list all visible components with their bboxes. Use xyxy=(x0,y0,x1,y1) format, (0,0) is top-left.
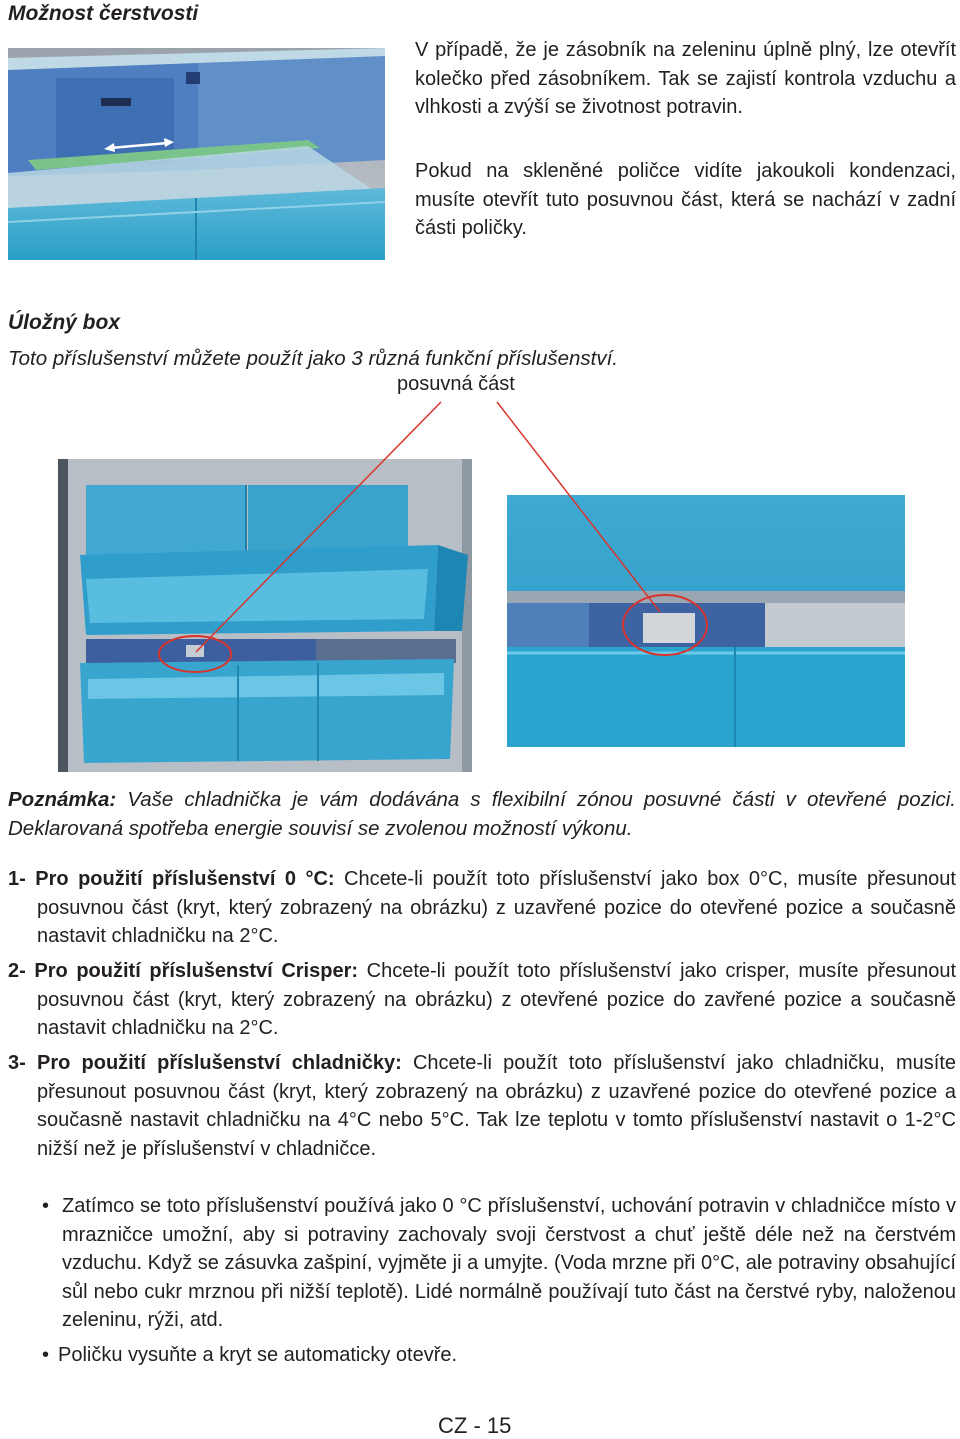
list-item xyxy=(8,957,956,1043)
item-text: Chcete-li použít toto příslušenství jako box 0°C, musíte přesunout posuvnou část (kryt, který zobrazený na obrázku) z uzavřené pozice do otevřené pozice a současně nastavit chladničku na 2°C. xyxy=(37,868,956,947)
bullet-text: Zatímco se toto příslušenství používá jako 0 °C příslušenství, uchování potravin v chladničce místo v mrazničce umožní, aby si potraviny zachovaly svoji čerstvost a chuť ještě déle než na čerstvém vzduchu. Když se zásuvka zašpiní, vyjměte ji a umyjte. (Voda mrzne při 0°C, ale potraviny obsahující sůl nebo cukr mrznou při nižší teplotě). Lidé normálně používají tuto část na čerstvé ryby, naloženou zeleninu, rýži, atd. xyxy=(62,1195,956,1331)
note-paragraph xyxy=(8,786,956,843)
note-text: Vaše chladnička je vám dodávána s flexibilní zónou posuvné části v otevřené pozici. Deklarovaná spotřeba energie souvisí se zvolenou možností výkonu. xyxy=(8,788,956,840)
list-item xyxy=(8,865,956,951)
item-title: 2- Pro použití příslušenství Crisper: xyxy=(8,960,359,982)
item-text: Chcete-li použít toto příslušenství jako crisper, musíte přesunout posuvnou část (kryt, který zobrazený na obrázku) z otevřené pozice do zavřené pozice a současně nastavit chladničku na 2°C. xyxy=(37,960,956,1039)
page-number: CZ - 15 xyxy=(438,1413,512,1438)
item-text: Chcete-li použít toto příslušenství jako chladničku, musíte přesunout posuvnou část (kryt, který zobrazený na obrázku) z uzavřené pozice do otevřené pozice a současně nastavit chladničku na 4°C nebo 5°C. Tak lze teplotu v tomto příslušenství nastavit o 1-2°C nižší než je příslušenství v chladničce. xyxy=(37,1052,956,1160)
freshness-paragraph-2: Pokud na skleněné poličce vidíte jakoukoli kondenzaci, musíte otevřít tuto posuvnou část, která se nachází v zadní části poličky. xyxy=(415,160,956,239)
storage-box-intro: Toto příslušenství můžete použít jako 3 různá funkční příslušenství. xyxy=(8,347,618,370)
freshness-paragraph-1: V případě, že je zásobník na zeleninu úplně plný, lze otevřít kolečko před zásobníkem. Tak se zajistí kontrola vzduchu a vlhkosti a zvýší se životnost potravin. xyxy=(415,39,956,118)
item-title: 1- Pro použití příslušenství 0 °C: xyxy=(8,868,335,890)
sliding-part-label: posuvná část xyxy=(397,373,515,395)
section-heading-storage-box: Úložný box xyxy=(8,311,121,334)
section-heading-freshness: Možnost čerstvosti xyxy=(8,2,199,25)
bullet-item xyxy=(42,1192,956,1335)
list-item xyxy=(8,1049,956,1163)
bullet-item xyxy=(42,1341,956,1370)
bullet-glyph: • xyxy=(42,1344,50,1366)
item-title: 3- Pro použití příslušenství chladničky: xyxy=(8,1052,402,1074)
note-label: Poznámka: xyxy=(8,788,117,811)
bullet-glyph: • xyxy=(42,1195,50,1217)
bullet-text: Poličku vysuňte a kryt se automaticky otevře. xyxy=(58,1344,458,1366)
